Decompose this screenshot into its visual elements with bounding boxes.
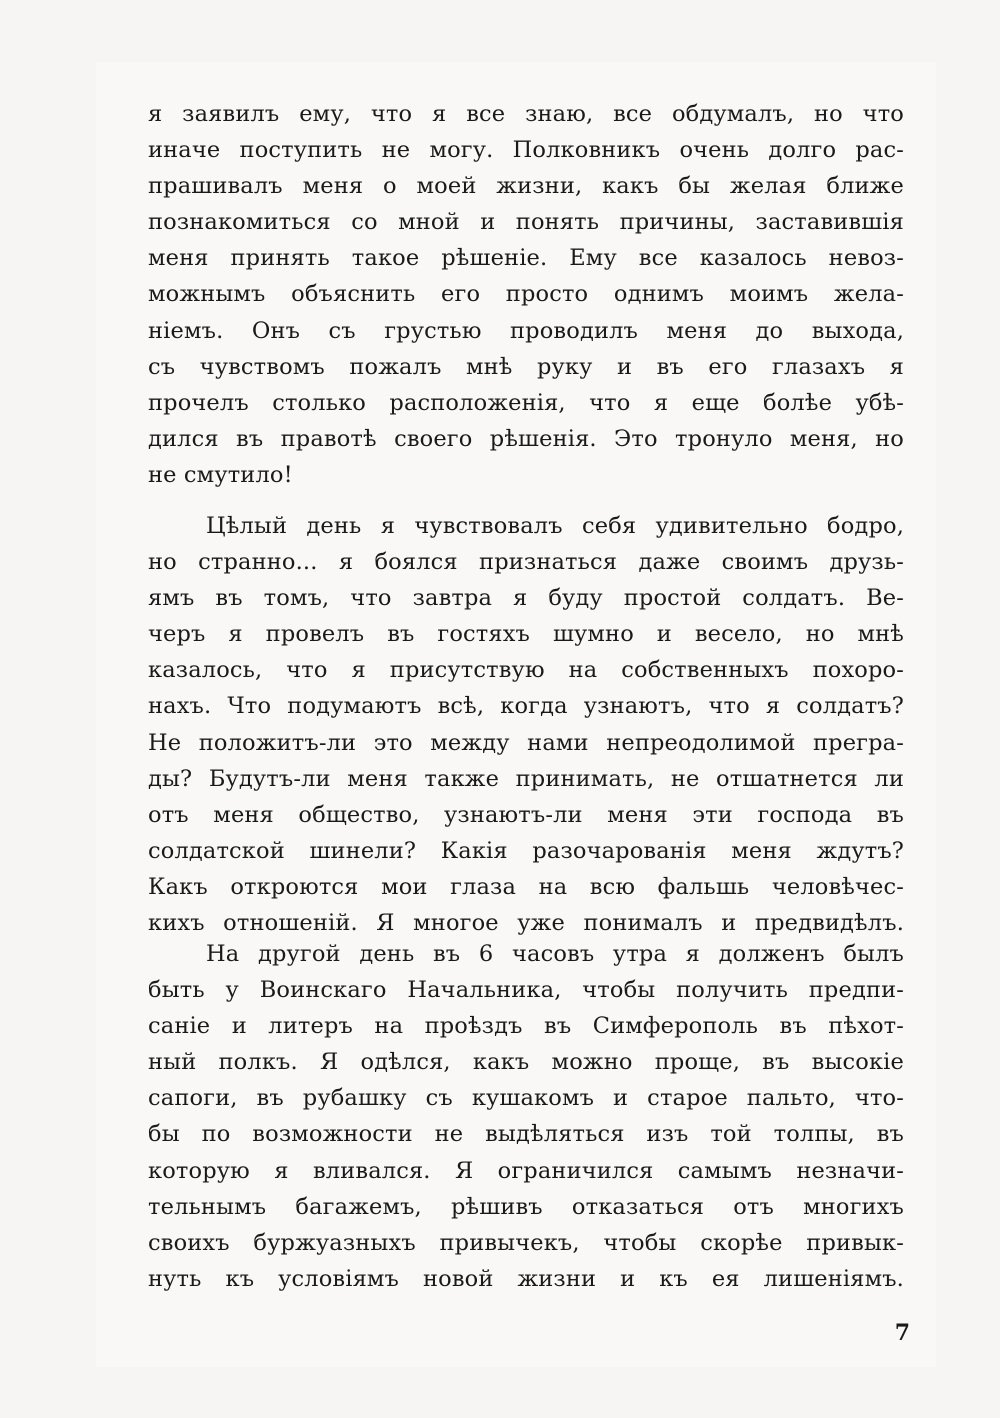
- text-line: ды? Будутъ-ли меня также принимать, не отшатнется ли: [148, 765, 904, 792]
- text-line: тельнымъ багажемъ, рѣшивъ отказаться отъ многихъ: [148, 1193, 904, 1220]
- text-line: казалось, что я присутствую на собственныхъ похоро-: [148, 657, 904, 684]
- paragraph-1: [148, 96, 904, 493]
- text-line: нахъ. Что подумаютъ всѣ, когда узнаютъ, что я солдатъ?: [148, 693, 904, 720]
- text-line: не смутило!: [148, 461, 293, 488]
- text-line: иначе поступить не могу. Полковникъ очень долго рас-: [148, 137, 904, 164]
- text-line: черъ я провелъ въ гостяхъ шумно и весело, но мнѣ: [148, 621, 904, 648]
- text-line: но странно... я боялся признаться даже своимъ друзь-: [148, 549, 904, 576]
- text-line: дился въ правотѣ своего рѣшенія. Это тронуло меня, но: [148, 425, 904, 452]
- text-line: своихъ буржуазныхъ привычекъ, чтобы скорѣе привык-: [148, 1229, 904, 1256]
- text-line: саніе и литеръ на проѣздъ въ Симферополь въ пѣхот-: [148, 1013, 904, 1040]
- paragraph-2: [148, 508, 904, 941]
- text-line: я заявилъ ему, что я все знаю, все обдумалъ, но что: [148, 101, 904, 127]
- text-line: познакомиться со мной и понять причины, заставившія: [148, 209, 904, 236]
- text-line: сапоги, въ рубашку съ кушакомъ и старое пальто, что-: [148, 1085, 904, 1112]
- text-line: меня принять такое рѣшеніе. Ему все казалось невоз-: [148, 245, 904, 272]
- paragraph-3: [148, 936, 904, 1297]
- text-line: быть у Воинскаго Начальника, чтобы получить предпи-: [148, 977, 904, 1004]
- text-line: прашивалъ меня о моей жизни, какъ бы желая ближе: [148, 173, 904, 200]
- text-line: съ чувствомъ пожалъ мнѣ руку и въ его глазахъ я: [148, 353, 904, 380]
- text-line: можнымъ объяснить его просто однимъ моимъ жела-: [148, 281, 904, 308]
- text-line: которую я вливался. Я ограничился самымъ незначи-: [148, 1157, 904, 1184]
- text-line: нуть къ условіямъ новой жизни и къ ея лишеніямъ.: [148, 1265, 904, 1292]
- text-line: На другой день въ 6 часовъ утра я долженъ былъ: [206, 941, 904, 967]
- text-line: ный полкъ. Я одѣлся, какъ можно проще, въ высокіе: [148, 1049, 904, 1076]
- page-number: 7: [894, 1320, 910, 1346]
- text-line: отъ меня общество, узнаютъ-ли меня эти господа въ: [148, 801, 904, 828]
- text-line: кихъ отношеній. Я многое уже понималъ и предвидѣлъ.: [148, 910, 904, 937]
- text-line: Не положитъ-ли это между нами непреодолимой прегра-: [148, 729, 904, 756]
- text-line: ніемъ. Онъ съ грустью проводилъ меня до выхода,: [148, 317, 904, 344]
- text-line: солдатской шинели? Какія разочарованія меня ждутъ?: [148, 837, 904, 864]
- text-line: Цѣлый день я чувствовалъ себя удивительно бодро,: [206, 513, 904, 539]
- text-line: прочелъ столько расположенія, что я еще болѣе убѣ-: [148, 389, 904, 416]
- text-line: ямъ въ томъ, что завтра я буду простой солдатъ. Ве-: [148, 585, 904, 612]
- text-line: Какъ откроются мои глаза на всю фальшь человѣчес-: [148, 873, 904, 900]
- text-line: бы по возможности не выдѣляться изъ той толпы, въ: [148, 1121, 904, 1148]
